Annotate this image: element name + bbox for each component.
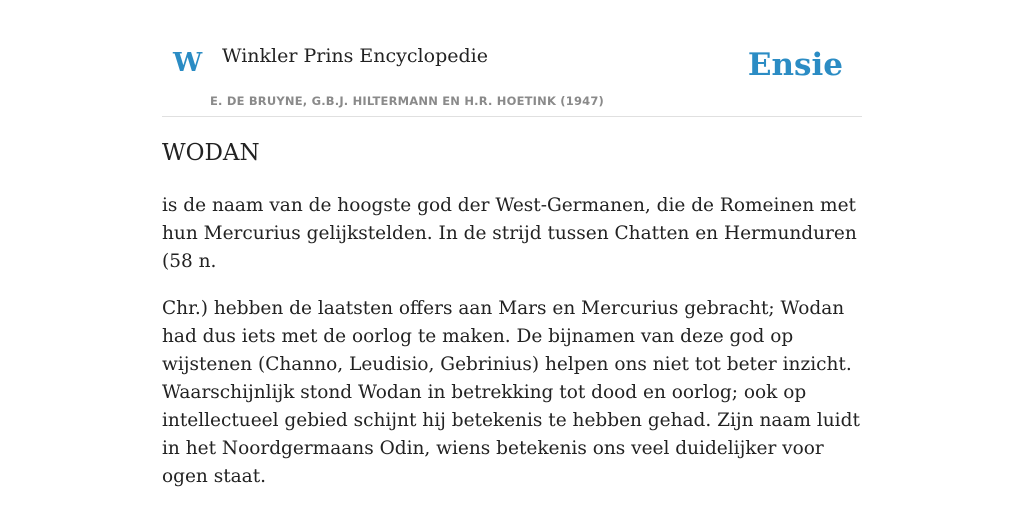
article-paragraph: is de naam van de hoogste god der West-Germanen, die de Romeinen met hun Mercurius gelijkstelden. In de strijd tussen Chatten en Hermunduren (58 n. [162, 195, 857, 272]
source-header [162, 0, 862, 117]
brand-logo[interactable]: Ensie [747, 47, 843, 83]
article-body [162, 192, 862, 510]
source-title[interactable]: Winkler Prins Encyclopedie [222, 45, 488, 67]
source-logo[interactable]: W [173, 48, 203, 78]
article-paragraph: Chr.) hebben de laatsten offers aan Mars en Mercurius gebracht; Wodan had dus iets met de oorlog te maken. De bijnamen van deze god op wijstenen (Channo, Leudisio, Gebrinius) helpen ons niet tot beter inzicht. Waarschijnlijk stond Wodan in betrekking tot dood en oorlog; ook op intellectueel gebied schijnt hij betekenis te hebben gehad. Zijn naam luidt in het Noordgermaans Odin, wiens betekenis ons veel duidelijker voor ogen staat. [162, 298, 860, 487]
article-title: WODAN [162, 140, 260, 166]
source-authors: E. DE BRUYNE, G.B.J. HILTERMANN EN H.R. HOETINK (1947) [210, 94, 605, 108]
